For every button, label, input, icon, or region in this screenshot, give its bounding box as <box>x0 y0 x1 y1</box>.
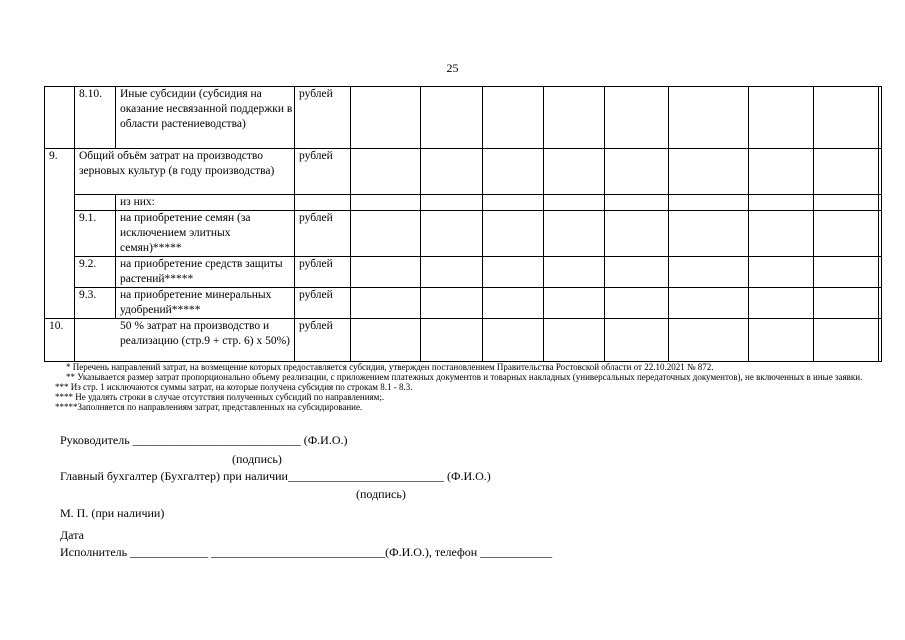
row-code-cell <box>75 195 116 211</box>
value-cell <box>544 257 605 288</box>
value-cell <box>544 319 605 362</box>
table-row <box>45 319 882 362</box>
value-cell <box>669 195 749 211</box>
value-cell <box>605 149 669 195</box>
table-row <box>45 288 882 319</box>
value-cell <box>879 195 882 211</box>
value-cell <box>749 195 814 211</box>
value-cell <box>483 195 544 211</box>
row-number-cell <box>45 87 75 149</box>
row-unit-cell: рублей <box>295 211 351 257</box>
row-unit-cell <box>295 195 351 211</box>
value-cell <box>544 211 605 257</box>
value-cell <box>879 87 882 149</box>
value-cell <box>483 319 544 362</box>
stamp-label: М. П. (при наличии) <box>60 506 165 520</box>
value-cell <box>351 149 421 195</box>
value-cell <box>544 149 605 195</box>
value-cell <box>749 288 814 319</box>
value-cell <box>669 257 749 288</box>
value-cell <box>483 257 544 288</box>
value-cell <box>879 288 882 319</box>
value-cell <box>351 87 421 149</box>
head-signature-caption: (подпись) <box>232 452 282 466</box>
row-code-cell: 9.2. <box>75 257 116 288</box>
row-unit-cell: рублей <box>295 288 351 319</box>
value-cell <box>749 149 814 195</box>
row-text-cell: Иные субсидии (субсидия на оказание несвязанной поддержки в области растениеводства) <box>116 87 295 149</box>
table-row <box>45 257 882 288</box>
value-cell <box>814 288 879 319</box>
value-cell <box>814 195 879 211</box>
value-cell <box>483 288 544 319</box>
row-code-cell: 9.3. <box>75 288 116 319</box>
value-cell <box>605 319 669 362</box>
value-cell <box>605 87 669 149</box>
value-cell <box>669 211 749 257</box>
value-cell <box>544 87 605 149</box>
value-cell <box>351 288 421 319</box>
value-cell <box>483 87 544 149</box>
value-cell <box>421 149 483 195</box>
date-label: Дата <box>60 528 84 542</box>
value-cell <box>605 257 669 288</box>
row-code-cell: 8.10. <box>75 87 116 149</box>
row-unit-cell: рублей <box>295 257 351 288</box>
value-cell <box>421 195 483 211</box>
value-cell <box>351 319 421 362</box>
value-cell <box>421 257 483 288</box>
table-row <box>45 195 882 211</box>
row-text-cell: Общий объём затрат на производство зерновых культур (в году производства) <box>75 149 295 195</box>
value-cell <box>669 319 749 362</box>
value-cell <box>605 288 669 319</box>
footnote-5: *****Заполняется по направлениям затрат, представленных на субсидирование. <box>55 402 363 412</box>
value-cell <box>814 87 879 149</box>
expenses-table <box>44 86 882 362</box>
value-cell <box>351 211 421 257</box>
row-unit-cell: рублей <box>295 87 351 149</box>
value-cell <box>749 257 814 288</box>
row-text-cell: на приобретение средств защиты растений***** <box>116 257 295 288</box>
accountant-signature-caption: (подпись) <box>356 487 406 501</box>
value-cell <box>669 288 749 319</box>
value-cell <box>544 195 605 211</box>
executor-line: Исполнитель _____________ _____________________________(Ф.И.О.), телефон ____________ <box>60 545 553 559</box>
value-cell <box>483 211 544 257</box>
footnote-2: ** Указывается размер затрат пропорционально объему реализации, с приложением платежных документов и товарных накладных (универсальных передаточных документов), не включенных в иные заявки. <box>66 372 863 382</box>
value-cell <box>814 257 879 288</box>
value-cell <box>814 149 879 195</box>
value-cell <box>421 211 483 257</box>
value-cell <box>814 211 879 257</box>
footnote-4: **** Не удалять строки в случае отсутствия полученных субсидий по направлениям;. <box>55 392 385 402</box>
table-row <box>45 211 882 257</box>
table-row <box>45 87 882 149</box>
row-number-cell: 10. <box>45 319 75 362</box>
value-cell <box>605 211 669 257</box>
row-unit-cell: рублей <box>295 149 351 195</box>
value-cell <box>351 195 421 211</box>
value-cell <box>879 319 882 362</box>
value-cell <box>749 87 814 149</box>
value-cell <box>483 149 544 195</box>
value-cell <box>814 319 879 362</box>
value-cell <box>749 319 814 362</box>
value-cell <box>879 257 882 288</box>
row-text-cell: из них: <box>116 195 295 211</box>
accountant-signature-line: Главный бухгалтер (Бухгалтер) при наличии__________________________ (Ф.И.О.) <box>60 469 491 483</box>
row-text-cell: на приобретение минеральных удобрений***** <box>116 288 295 319</box>
row-text-cell: 50 % затрат на производство и реализацию (стр.9 + стр. 6) x 50%) <box>75 319 295 362</box>
value-cell <box>421 319 483 362</box>
row-unit-cell: рублей <box>295 319 351 362</box>
head-signature-line: Руководитель ____________________________ (Ф.И.О.) <box>60 433 348 447</box>
row-text-cell: на приобретение семян (за исключением элитных семян)***** <box>116 211 295 257</box>
value-cell <box>879 211 882 257</box>
row-code-cell: 9.1. <box>75 211 116 257</box>
value-cell <box>669 149 749 195</box>
value-cell <box>879 149 882 195</box>
footnotes <box>50 362 880 412</box>
table-row <box>45 149 882 195</box>
value-cell <box>351 257 421 288</box>
value-cell <box>605 195 669 211</box>
value-cell <box>421 288 483 319</box>
footnote-3: *** Из стр. 1 исключаются суммы затрат, на которые получена субсидия по строкам 8.1 - 8.3. <box>55 382 413 392</box>
value-cell <box>421 87 483 149</box>
value-cell <box>544 288 605 319</box>
value-cell <box>749 211 814 257</box>
row-number-cell: 9. <box>45 149 75 319</box>
value-cell <box>669 87 749 149</box>
footnote-1: * Перечень направлений затрат, на возмещение которых предоставляется субсидия, утвержден постановлением Правительства Ростовской области от 22.10.2021 № 872. <box>66 362 714 372</box>
page-number: 25 <box>446 61 459 75</box>
